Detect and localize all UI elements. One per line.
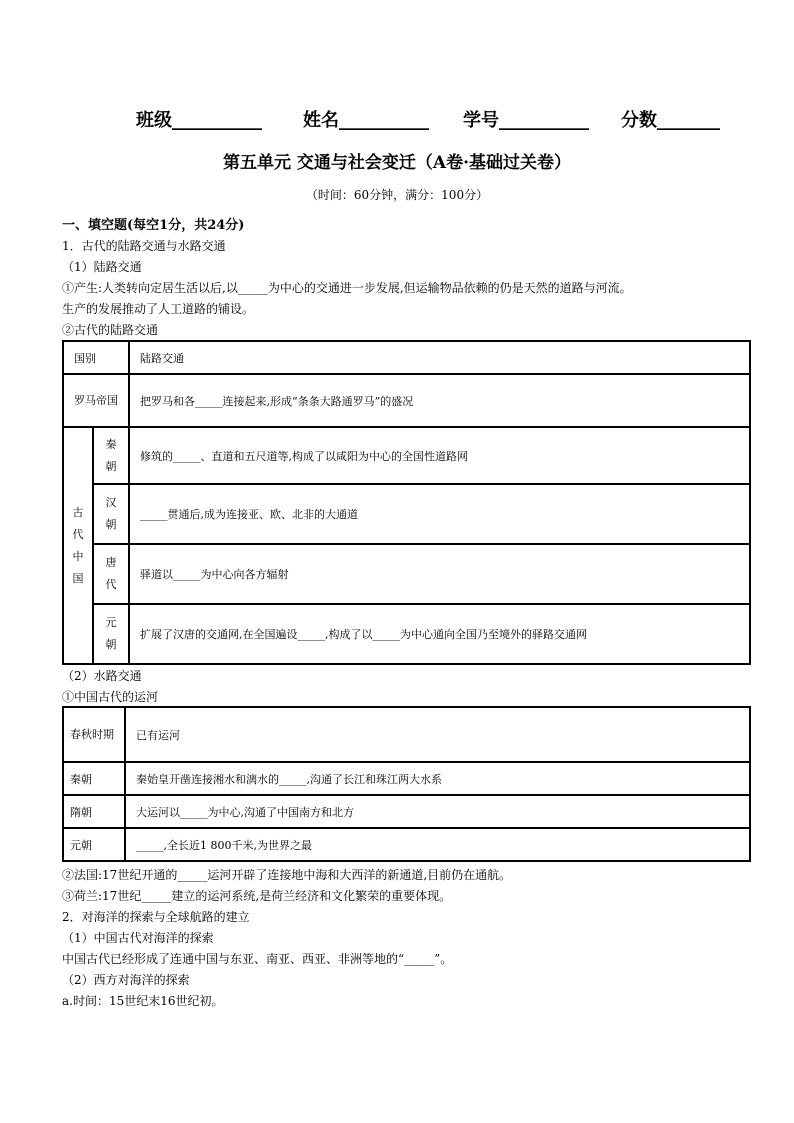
- table-row: [63, 544, 750, 604]
- table-row: [63, 762, 750, 795]
- subheading-land: （1）陆路交通: [62, 260, 142, 274]
- table-cell: _____,全长近1 800千米,为世界之最: [125, 828, 750, 861]
- table-cell: 大运河以_____为中心,沟通了中国南方和北方: [125, 795, 750, 828]
- subheading-water: （2）水路交通: [62, 669, 142, 683]
- table-cell: 秦朝: [93, 427, 129, 484]
- text-line: ②古代的陆路交通: [62, 323, 159, 337]
- table-row: [63, 828, 750, 861]
- table-cell: 隋朝: [63, 795, 125, 828]
- table-cell: 扩展了汉唐的交通网,在全国遍设_____,构成了以_____为中心通向全国乃至境外的驿路交通网: [129, 604, 750, 664]
- table-row: [63, 484, 750, 544]
- table-cell: _____贯通后,成为连接亚、欧、北非的大通道: [129, 484, 750, 544]
- table-row: [63, 341, 750, 374]
- table-row: [63, 604, 750, 664]
- table-cell: 驿道以_____为中心向各方辐射: [129, 544, 750, 604]
- table-cell: 秦朝: [63, 762, 125, 795]
- student-id-field: 学号__________: [463, 110, 589, 131]
- question-2: 2．对海洋的探索与全球航路的建立: [62, 910, 250, 924]
- table-cell: 修筑的_____、直道和五尺道等,构成了以咸阳为中心的全国性道路网: [129, 427, 750, 484]
- table-cell: 已有运河: [125, 707, 750, 762]
- table-header-cell: 国别: [63, 341, 129, 374]
- name-field: 姓名__________: [303, 110, 429, 131]
- land-transport-table: [62, 340, 751, 665]
- text-line: ①中国古代的运河: [62, 690, 159, 704]
- canal-table: [62, 706, 751, 862]
- text-line: ②法国:17世纪开通的_____运河开辟了连接地中海和大西洋的新通道,目前仍在通航。: [62, 868, 512, 882]
- text-line: 生产的发展推动了人工道路的铺设。: [62, 302, 255, 316]
- table-row: [63, 427, 750, 484]
- page-subtitle: （时间：60分钟，满分：100分）: [305, 188, 489, 202]
- section-heading: 一、填空题(每空1分，共24分): [62, 218, 245, 233]
- question-1: 1．古代的陆路交通与水路交通: [62, 239, 226, 253]
- table-cell: 古代中国: [63, 427, 93, 664]
- table-cell: 唐代: [93, 544, 129, 604]
- table-row: [63, 374, 750, 427]
- page-title: 第五单元 交通与社会变迁（A卷·基础过关卷）: [222, 153, 572, 173]
- table-cell: 元朝: [63, 828, 125, 861]
- table-row: [63, 795, 750, 828]
- subheading-china-sea: （1）中国古代对海洋的探索: [62, 931, 214, 945]
- class-field: 班级__________: [136, 110, 262, 131]
- table-cell: 罗马帝国: [63, 374, 129, 427]
- table-cell: 元朝: [93, 604, 129, 664]
- text-line: ①产生:人类转向定居生活以后,以_____为中心的交通进一步发展,但运输物品依赖的仍是天然的道路与河流。: [62, 281, 632, 295]
- text-line: ③荷兰:17世纪_____建立的运河系统,是荷兰经济和文化繁荣的重要体现。: [62, 889, 452, 903]
- table-cell: 汉朝: [93, 484, 129, 544]
- text-line: a.时间：15世纪末16世纪初。: [62, 994, 224, 1008]
- table-cell: 春秋时期: [63, 707, 125, 762]
- text-line: 中国古代已经形成了连通中国与东亚、南亚、西亚、非洲等地的“_____”。: [62, 952, 453, 966]
- table-cell: 把罗马和各_____连接起来,形成“条条大路通罗马”的盛况: [129, 374, 750, 427]
- score-field: 分数_______: [621, 110, 720, 131]
- table-cell: 秦始皇开凿连接湘水和漓水的_____,沟通了长江和珠江两大水系: [125, 762, 750, 795]
- table-row: [63, 707, 750, 762]
- subheading-west-sea: （2）西方对海洋的探索: [62, 973, 190, 987]
- table-header-cell: 陆路交通: [129, 341, 750, 374]
